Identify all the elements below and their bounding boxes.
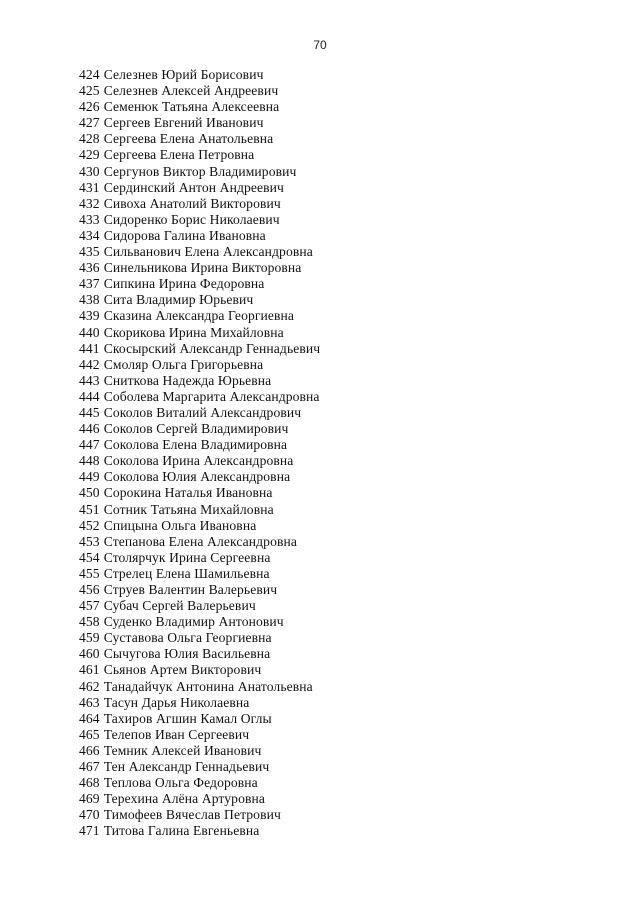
entry-name: Сычугова Юлия Васильевна (103, 646, 271, 662)
entry-number: 433 (79, 211, 100, 227)
entry-number: 466 (79, 742, 100, 758)
list-item (79, 630, 320, 646)
entry-name: Синельникова Ирина Викторовна (103, 260, 302, 276)
entry-number: 448 (79, 453, 100, 469)
entry-number: 455 (79, 565, 100, 581)
entry-number: 453 (79, 533, 100, 549)
list-item (79, 695, 320, 711)
list-item (79, 823, 320, 839)
entry-number: 444 (79, 388, 100, 404)
entry-number: 430 (79, 163, 100, 179)
entry-number: 443 (79, 372, 100, 388)
entry-name: Сьянов Артем Викторович (103, 662, 262, 678)
list-item (79, 115, 320, 131)
list-item (79, 791, 320, 807)
entry-name: Сердинский Антон Андреевич (103, 179, 284, 195)
entry-number: 435 (79, 244, 100, 260)
list-item (79, 260, 320, 276)
entry-number: 440 (79, 324, 100, 340)
entry-name: Соколов Сергей Владимирович (103, 421, 289, 437)
list-item (79, 180, 320, 196)
list-item (79, 727, 320, 743)
entry-number: 426 (79, 99, 100, 115)
list-item (79, 598, 320, 614)
entry-name: Соколов Виталий Александрович (103, 404, 302, 420)
entry-name: Тен Александр Геннадьевич (103, 759, 270, 775)
entry-number: 449 (79, 469, 100, 485)
list-item (79, 373, 320, 389)
list-item (79, 421, 320, 437)
entry-name: Стрелец Елена Шамильевна (103, 565, 270, 581)
list-item (79, 711, 320, 727)
entry-name: Селезнев Алексей Андреевич (103, 83, 279, 99)
entry-number: 468 (79, 775, 100, 791)
entry-name: Соколова Ирина Александровна (103, 453, 294, 469)
entry-name: Тимофеев Вячеслав Петрович (103, 807, 281, 823)
entry-name: Сорокина Наталья Ивановна (103, 485, 273, 501)
page-number: 70 (313, 38, 327, 52)
list-item (79, 83, 320, 99)
entry-number: 465 (79, 726, 100, 742)
list-item (79, 357, 320, 373)
list-item (79, 405, 320, 421)
entry-number: 450 (79, 485, 100, 501)
entry-number: 445 (79, 404, 100, 420)
entry-name: Соколова Юлия Александровна (103, 469, 291, 485)
entry-number: 439 (79, 308, 100, 324)
entry-name: Смоляр Ольга Григорьевна (103, 356, 264, 372)
entry-name: Семенюк Татьяна Алексеевна (103, 99, 280, 115)
entry-name: Сергеева Елена Петровна (103, 147, 255, 163)
entry-name: Сипкина Ирина Федоровна (103, 276, 265, 292)
entry-name: Суденко Владимир Антонович (103, 614, 284, 630)
entry-number: 469 (79, 791, 100, 807)
list-item (79, 389, 320, 405)
list-item (79, 164, 320, 180)
entry-name: Темник Алексей Иванович (103, 742, 262, 758)
entry-number: 432 (79, 195, 100, 211)
list-item (79, 244, 320, 260)
entry-name: Скосырский Александр Геннадьевич (103, 340, 321, 356)
entry-number: 429 (79, 147, 100, 163)
entry-number: 462 (79, 678, 100, 694)
entry-number: 438 (79, 292, 100, 308)
entry-name: Сниткова Надежда Юрьевна (103, 372, 272, 388)
list-item (79, 228, 320, 244)
entry-number: 470 (79, 807, 100, 823)
list-item (79, 485, 320, 501)
entry-name: Тахиров Агшин Камал Оглы (103, 710, 272, 726)
entry-name: Сидоренко Борис Николаевич (103, 211, 280, 227)
entry-number: 471 (79, 823, 100, 839)
list-item (79, 646, 320, 662)
list-item (79, 679, 320, 695)
list-item (79, 437, 320, 453)
list-item (79, 453, 320, 469)
entry-number: 457 (79, 598, 100, 614)
list-item (79, 662, 320, 678)
entry-name: Соколова Елена Владимировна (103, 437, 288, 453)
entry-number: 431 (79, 179, 100, 195)
entry-number: 458 (79, 614, 100, 630)
list-item (79, 502, 320, 518)
entry-name: Сергунов Виктор Владимирович (103, 163, 297, 179)
entry-number: 451 (79, 501, 100, 517)
entry-name: Сотник Татьяна Михайловна (103, 501, 274, 517)
list-item (79, 67, 320, 83)
entry-name: Телепов Иван Сергеевич (103, 726, 250, 742)
list-item (79, 775, 320, 791)
entry-name: Сергеев Евгений Иванович (103, 115, 264, 131)
entry-number: 456 (79, 582, 100, 597)
list-item (79, 212, 320, 228)
entry-name: Столярчук Ирина Сергеевна (103, 549, 271, 565)
entry-name: Сказина Александра Георгиевна (103, 308, 295, 324)
entry-number: 461 (79, 662, 100, 678)
entry-number: 434 (79, 227, 100, 243)
entry-number: 441 (79, 340, 100, 356)
list-item (79, 582, 320, 598)
entry-number: 425 (79, 83, 100, 99)
entry-name: Сидорова Галина Ивановна (103, 227, 266, 243)
list-item (79, 325, 320, 341)
entry-number: 428 (79, 131, 100, 147)
entry-name: Титова Галина Евгеньевна (103, 823, 260, 839)
list-item (79, 743, 320, 759)
list-item (79, 550, 320, 566)
entry-name: Соболева Маргарита Александровна (103, 388, 320, 404)
list-item (79, 276, 320, 292)
entry-number: 452 (79, 517, 100, 533)
entry-number: 427 (79, 115, 100, 131)
entry-name: Струев Валентин Валерьевич (103, 582, 278, 597)
entry-name: Сергеева Елена Анатольевна (103, 131, 274, 147)
entry-name: Тасун Дарья Николаевна (103, 694, 250, 710)
entry-number: 459 (79, 630, 100, 646)
entry-name: Суставова Ольга Георгиевна (103, 630, 272, 646)
entry-number: 454 (79, 549, 100, 565)
entry-name: Спицына Ольга Ивановна (103, 517, 257, 533)
entry-name: Теплова Ольга Федоровна (103, 775, 258, 791)
list-item (79, 196, 320, 212)
entry-number: 467 (79, 759, 100, 775)
list-item (79, 807, 320, 823)
list-item (79, 292, 320, 308)
list-item (79, 341, 320, 357)
entry-name: Степанова Елена Александровна (103, 533, 297, 549)
entry-name: Селезнев Юрий Борисович (103, 67, 264, 82)
entry-name: Танадайчук Антонина Анатольевна (103, 678, 313, 694)
list-item (79, 99, 320, 115)
name-list (79, 67, 320, 840)
list-item (79, 518, 320, 534)
list-item (79, 131, 320, 147)
entry-number: 424 (79, 67, 100, 82)
list-item (79, 469, 320, 485)
entry-name: Терехина Алёна Артуровна (103, 791, 266, 807)
list-item (79, 308, 320, 324)
entry-number: 464 (79, 710, 100, 726)
entry-number: 437 (79, 276, 100, 292)
list-item (79, 614, 320, 630)
list-item (79, 147, 320, 163)
entry-number: 460 (79, 646, 100, 662)
list-item (79, 759, 320, 775)
entry-number: 447 (79, 437, 100, 453)
entry-number: 436 (79, 260, 100, 276)
entry-name: Сивоха Анатолий Викторович (103, 195, 281, 211)
entry-name: Скорикова Ирина Михайловна (103, 324, 284, 340)
entry-number: 463 (79, 694, 100, 710)
entry-number: 442 (79, 356, 100, 372)
entry-name: Сильванович Елена Александровна (103, 244, 313, 260)
entry-name: Субач Сергей Валерьевич (103, 598, 256, 614)
entry-number: 446 (79, 421, 100, 437)
entry-name: Сита Владимир Юрьевич (103, 292, 254, 308)
list-item (79, 534, 320, 550)
list-item (79, 566, 320, 582)
